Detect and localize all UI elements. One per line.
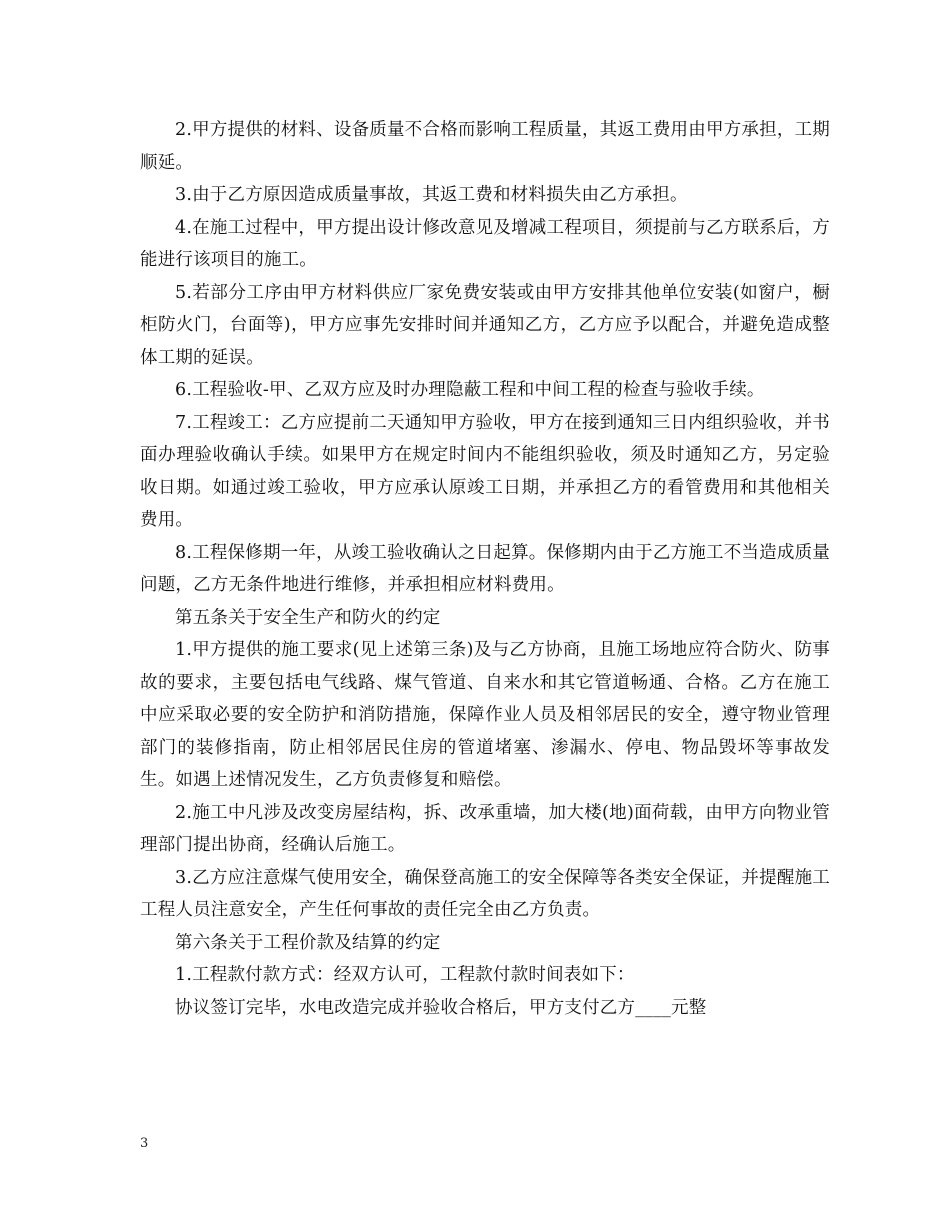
safety-paragraph-2: 2.施工中凡涉及改变房屋结构，拆、改承重墙，加大楼(地)面荷载，由甲方向物业管理部门提出协商，经确认后施工。 — [140, 802, 830, 855]
clause-paragraph-2: 2.甲方提供的材料、设备质量不合格而影响工程质量，其返工费用由甲方承担，工期顺延。 — [140, 120, 830, 173]
clause-paragraph-4: 4.在施工过程中，甲方提出设计修改意见及增减工程项目，须提前与乙方联系后，方能进行该项目的施工。 — [140, 217, 830, 270]
page-number: 3 — [140, 1136, 149, 1151]
section-heading-article-5: 第五条关于安全生产和防火的约定 — [175, 607, 441, 628]
section-heading-article-6: 第六条关于工程价款及结算的约定 — [175, 932, 441, 953]
clause-paragraph-3: 3.由于乙方原因造成质量事故，其返工费和材料损失由乙方承担。 — [175, 185, 688, 205]
clause-paragraph-5: 5.若部分工序由甲方材料供应厂家免费安装或由甲方安排其他单位安装(如窗户，橱柜防火门，台面等)，甲方应事先安排时间并通知乙方，乙方应予以配合，并避免造成整体工期的延误。 — [140, 282, 830, 368]
safety-paragraph-1: 1.甲方提供的施工要求(见上述第三条)及与乙方协商，且施工场地应符合防火、防事故的要求，主要包括电气线路、煤气管道、自来水和其它管道畅通、合格。乙方在施工中应采取必要的安全防护和消防措施，保障作业人员及相邻居民的安全，遵守物业管理部门的装修指南，防止相邻居民住房的管道堵塞、渗漏水、停电、物品毁坏等事故发生。如遇上述情况发生，乙方负责修复和赔偿。 — [140, 640, 830, 790]
payment-schedule-line: 协议签订完毕，水电改造完成并验收合格后，甲方支付乙方____元整 — [175, 997, 707, 1018]
payment-paragraph-1: 1.工程款付款方式：经双方认可，工程款付款时间表如下： — [175, 965, 635, 985]
clause-paragraph-7: 7.工程竣工：乙方应提前二天通知甲方验收，甲方在接到通知三日内组织验收，并书面办理验收确认手续。如果甲方在规定时间内不能组织验收，须及时通知乙方，另定验收日期。如通过竣工验收，甲方应承认原竣工日期，并承担乙方的看管费用和其他相关费用。 — [140, 412, 830, 530]
clause-paragraph-6: 6.工程验收-甲、乙双方应及时办理隐蔽工程和中间工程的检查与验收手续。 — [175, 380, 765, 400]
document-body — [140, 114, 830, 1024]
safety-paragraph-3: 3.乙方应注意煤气使用安全，确保登高施工的安全保障等各类安全保证，并提醒施工工程人员注意安全，产生任何事故的责任完全由乙方负责。 — [140, 867, 830, 920]
clause-paragraph-8: 8.工程保修期一年，从竣工验收确认之日起算。保修期内由于乙方施工不当造成质量问题，乙方无条件地进行维修，并承担相应材料费用。 — [140, 542, 830, 595]
